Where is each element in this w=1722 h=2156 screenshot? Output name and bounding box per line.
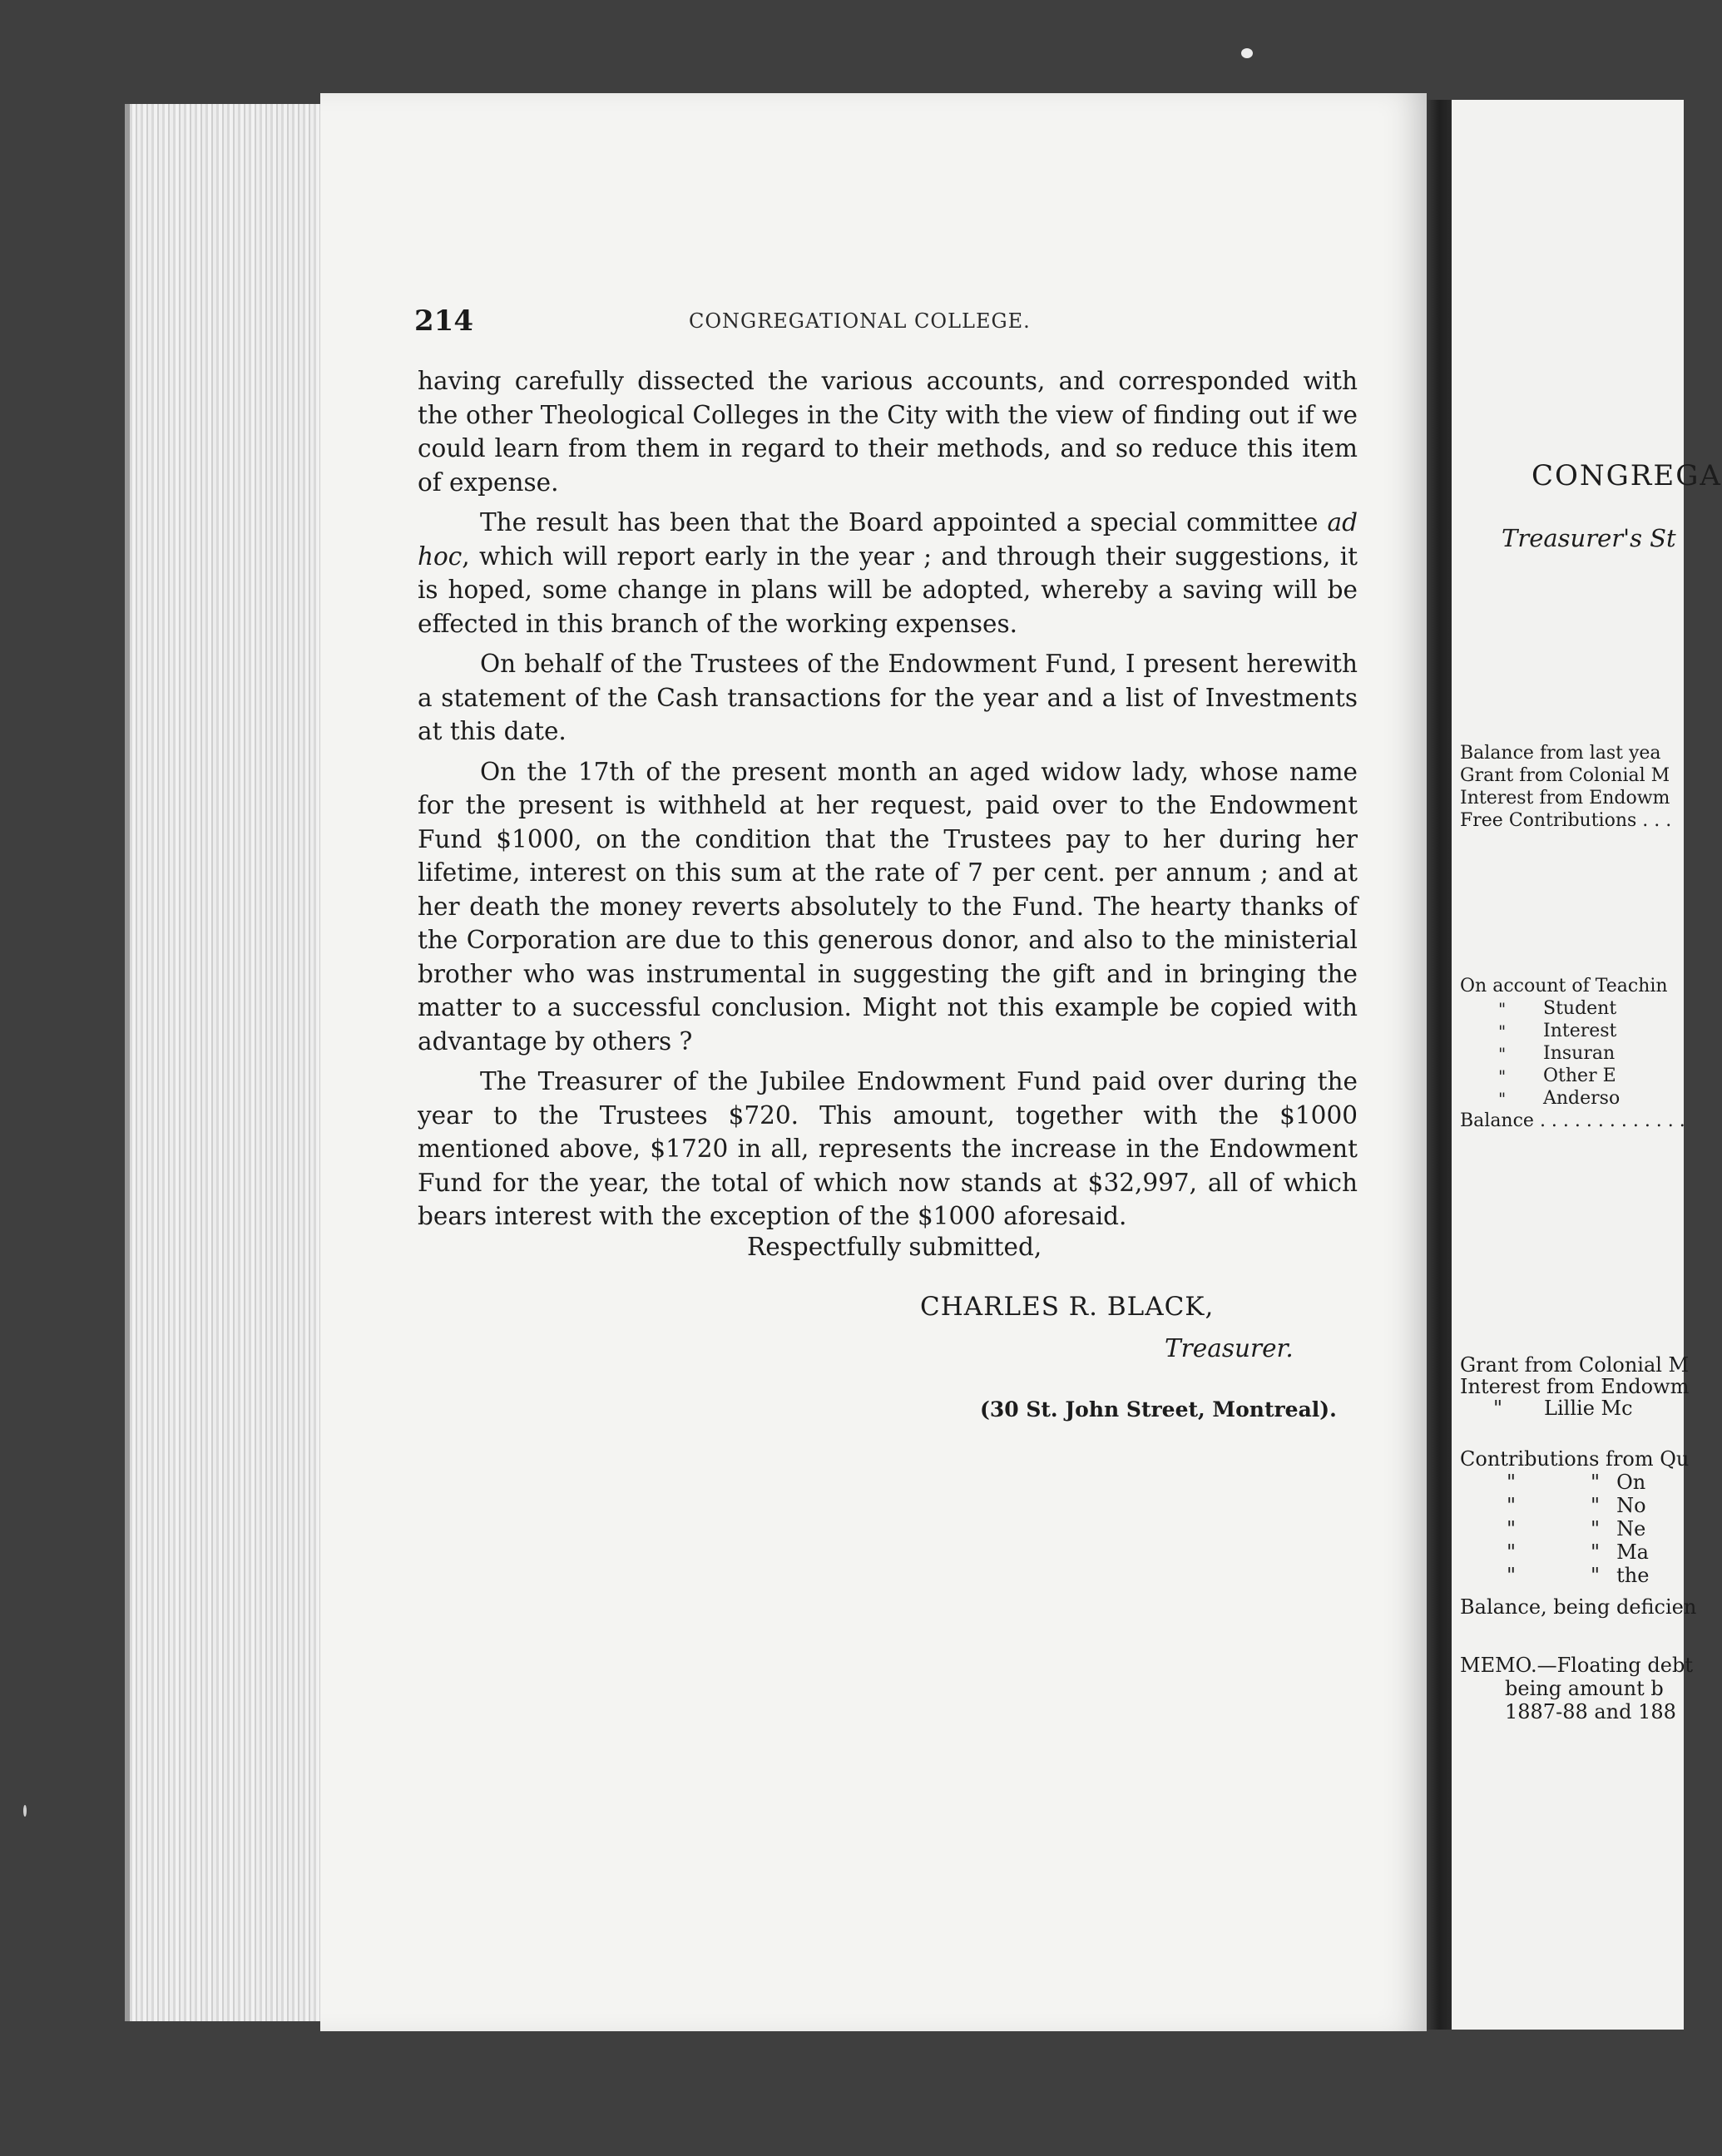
paragraph-2 (418, 506, 1358, 640)
payment-item: Other E (1543, 1066, 1616, 1086)
payment-line (1460, 1042, 1685, 1065)
contributions-first: Contributions from Qu (1460, 1447, 1690, 1471)
payment-line (1460, 1065, 1685, 1087)
ditto-mark: " (1493, 1397, 1503, 1420)
contribution-item: On (1616, 1471, 1646, 1494)
contribution-item: No (1616, 1494, 1646, 1517)
memo-line: being amount b (1505, 1677, 1664, 1700)
contribution-line (1460, 1564, 1649, 1587)
contribution-line (1460, 1471, 1649, 1494)
running-head (414, 304, 1363, 343)
page-edges (125, 104, 329, 2021)
payment-item: Interest (1543, 1021, 1617, 1041)
receipt-line: Grant from Colonial M (1460, 765, 1670, 786)
contribution-line (1460, 1494, 1649, 1517)
ditto-mark: " (1591, 1494, 1601, 1517)
payment-item: Anderso (1543, 1088, 1621, 1109)
gutter (1427, 100, 1452, 2030)
receipt-line: Balance from last yea (1460, 743, 1661, 764)
dust-speck (23, 1805, 27, 1817)
ditto-mark: " (1498, 999, 1507, 1019)
right-heading: CONGREGA (1531, 459, 1722, 492)
paragraph-4: On the 17th of the present month an aged widow lady, whose name for the present is withheld at her request, paid over to the Endowment Fund $1000, on the condition that the Trustees pay to her during her lifetime, interest on this sum at the rate of 7 per cent. per annum ; and at her death the money reverts absolutely to the Fund. The hearty thanks of the Corporation are due to this generous donor, and also to the ministerial brother who was instrumental in suggesting the gift and in bringing the matter to a successful conclusion. Might not this example be copied with advantage by others ? (418, 757, 1358, 1056)
ditto-column (1498, 998, 1506, 1110)
ditto-mark: " (1591, 1517, 1601, 1540)
paragraph-3: On behalf of the Trustees of the Endowment Fund, I present herewith a statement of the Cash transactions for the year and a list of Investments at this date. (418, 650, 1358, 745)
ditto-mark: " (1507, 1564, 1517, 1587)
payment-line (1460, 1020, 1685, 1042)
contribution-line (1460, 1517, 1649, 1540)
memo (1460, 1654, 1693, 1723)
signature-title: Treasurer. (1165, 1334, 1294, 1362)
paragraph-2-text-end: , which will report early in the year ; and through their suggestions, it is hoped, some change in plans will be adopted, whereby a saving will be effected in this branch of the working expenses. (418, 541, 1358, 638)
ditto-mark: " (1591, 1471, 1601, 1494)
payment-line (1460, 997, 1685, 1020)
second-group-line: Grant from Colonial M (1460, 1353, 1690, 1377)
payment-line (1460, 1087, 1685, 1110)
ditto-mark: " (1498, 1089, 1507, 1109)
memo-line: MEMO.—Floating debt (1460, 1654, 1693, 1677)
ditto-mark: " (1507, 1517, 1517, 1540)
payment-first: On account of Teachin (1460, 976, 1668, 996)
contributions-list (1460, 1447, 1689, 1471)
right-page (1452, 100, 1722, 2030)
ditto-mark: " (1591, 1564, 1601, 1587)
second-group (1460, 1354, 1689, 1419)
payments-list (1460, 975, 1685, 1132)
receipts-list (1460, 742, 1671, 832)
second-group-line: Interest from Endowm (1460, 1375, 1690, 1398)
paragraph-1: having carefully dissected the various accounts, and corresponded with the other Theological Colleges in the City with the view of finding out if we could learn from them in regard to their methods, and so reduce this item of expense. (418, 367, 1358, 497)
body-text (418, 364, 1358, 1240)
contribution-item: the (1616, 1564, 1650, 1587)
contribution-line (1460, 1540, 1649, 1564)
contributions-items (1460, 1471, 1649, 1587)
dust-speck (1241, 48, 1253, 58)
lillie-text: Lillie Mc (1544, 1397, 1633, 1420)
ditto-mark: " (1591, 1540, 1601, 1564)
signature: CHARLES R. BLACK, (920, 1292, 1215, 1322)
paragraph-2-text: The result has been that the Board appointed a special committee (480, 508, 1328, 537)
ditto-mark: " (1507, 1540, 1517, 1564)
lillie-line (1460, 1397, 1689, 1419)
right-subheading: Treasurer's St (1502, 524, 1676, 552)
receipt-line: Interest from Endowm (1460, 788, 1670, 808)
ditto-mark: " (1498, 1021, 1507, 1041)
closing-salutation: Respectfully submitted, (747, 1233, 1042, 1261)
paragraph-5: The Treasurer of the Jubilee Endowment Fund paid over during the year to the Trustees $720. This amount, together with the $1000 mentioned above, $1720 in all, represents the increase in the Endowment Fund for the year, the total of which now stands at $32,997, all of which bears interest with the exception of the $1000 aforesaid. (418, 1067, 1358, 1230)
running-title: CONGREGATIONAL COLLEGE. (689, 309, 1031, 333)
memo-line: 1887-88 and 188 (1505, 1700, 1676, 1723)
paragraph-2-italic: ad hoc (418, 508, 1358, 571)
balance-deficiency: Balance, being deficien (1460, 1595, 1697, 1619)
payment-item: Student (1543, 998, 1617, 1019)
ditto-mark: " (1507, 1471, 1517, 1494)
receipt-line: Free Contributions . . . (1460, 810, 1672, 831)
ditto-mark: " (1498, 1044, 1507, 1064)
balance-line: Balance . . . . . . . . . . . . . (1460, 1110, 1685, 1131)
ditto-mark: " (1498, 1066, 1507, 1086)
contribution-item: Ma (1616, 1540, 1649, 1564)
contribution-item: Ne (1616, 1517, 1646, 1540)
ditto-mark: " (1507, 1494, 1517, 1517)
page-number: 214 (414, 304, 473, 338)
payment-item: Insuran (1543, 1043, 1616, 1064)
address: (30 St. John Street, Montreal). (980, 1397, 1337, 1422)
